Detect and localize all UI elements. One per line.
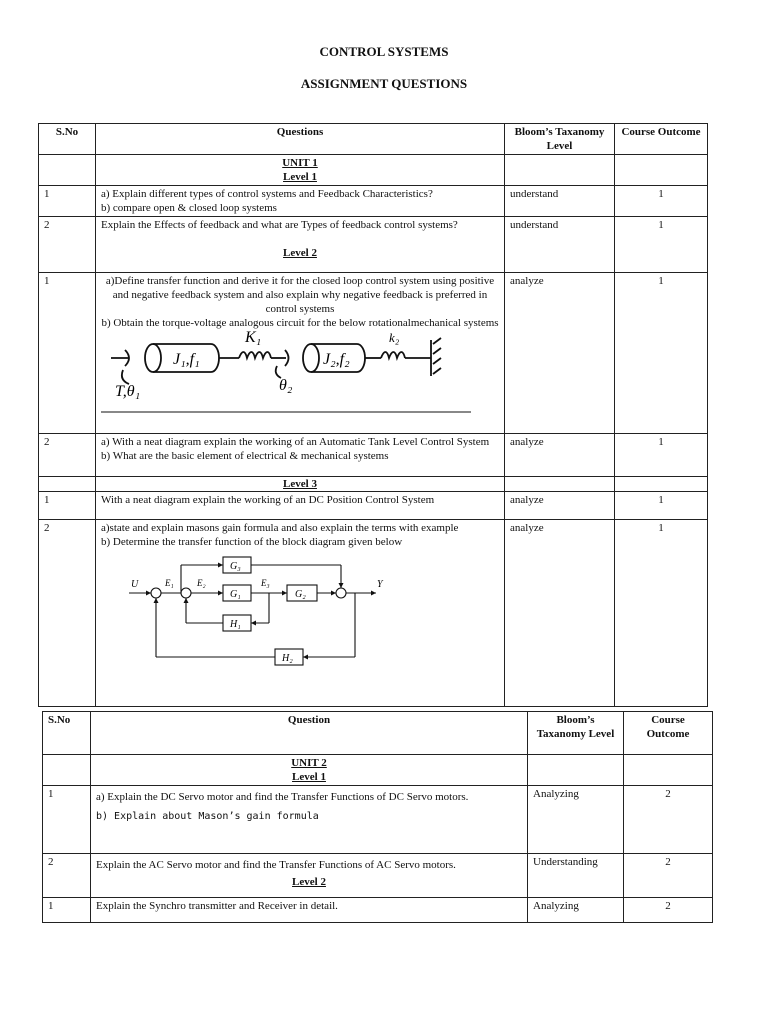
question-text: b) compare open & closed loop systems [101,202,277,214]
row-sno: 2 [39,217,96,273]
row-sno: 1 [43,786,91,854]
spring-label-2: k₂ [389,330,400,345]
e2-label: E₂ [197,578,206,588]
col-header-blooms: Bloom’s Taxanomy Level [505,124,615,155]
course-outcome: 1 [615,273,708,434]
table-row [39,520,708,707]
unit-title: UNIT 1 [282,157,318,169]
blooms-level: Analyzing [528,898,624,923]
level-title: Level 1 [292,771,326,783]
blooms-level: Understanding [528,854,624,898]
level-title: Level 3 [96,477,505,492]
document-subtitle: ASSIGNMENT QUESTIONS [300,76,468,91]
level-title: Level 1 [283,171,317,183]
col-header-sno: S.No [43,712,91,755]
question-text: Explain the Synchro transmitter and Receiver in detail. [91,898,528,923]
block-diagram [101,555,391,673]
blooms-level: understand [505,217,615,273]
course-outcome: 1 [615,186,708,217]
question-text: With a neat diagram explain the working of an DC Position Control System [96,492,505,520]
theta2-label: θ₂ [279,377,293,394]
question-text: a) With a neat diagram explain the working of an Automatic Tank Level Control System [101,436,490,448]
table-header-row [39,124,708,155]
table-row [39,217,708,273]
col-header-blooms: Bloom’s Taxanomy Level [528,712,624,755]
row-sno: 2 [43,854,91,898]
row-sno: 1 [43,898,91,923]
unit1-table [38,123,708,707]
row-sno: 1 [39,273,96,434]
question-text: b) Determine the transfer function of the block diagram given below [101,536,403,548]
table-row [39,492,708,520]
table-row [39,186,708,217]
table-row [39,434,708,477]
blooms-level: analyze [505,492,615,520]
e1-label: E₁ [165,578,174,588]
table-row [43,854,713,898]
g2-label: G₂ [295,589,306,600]
course-outcome: 1 [615,217,708,273]
row-sno: 2 [39,520,96,707]
blooms-level: understand [505,186,615,217]
col-header-questions: Questions [96,124,505,155]
inertia-label-2: J₂,f₂ [323,351,350,368]
level-heading-row [39,477,708,492]
inertia-label-1: J₁,f₁ [173,351,200,368]
question-text: a) Explain the DC Servo motor and find the Transfer Functions of DC Servo motors. [96,791,469,803]
g3-label: G₃ [230,561,241,572]
blooms-level: Analyzing [528,786,624,854]
h1-label: H₁ [230,619,241,630]
course-outcome: 2 [624,898,713,923]
col-header-outcome: Course Outcome [624,712,713,755]
document-title: CONTROL SYSTEMS [319,44,449,59]
question-text: a)Define transfer function and derive it for the closed loop control system using positive and negative feedback system and also explain why negative feedback is preferred in control systems [105,275,495,315]
course-outcome: 2 [624,786,713,854]
table-row [43,898,713,923]
blooms-level: analyze [505,273,615,434]
table-header-row [43,712,713,755]
question-text: b) Explain about Mason’s gain formula [96,811,319,822]
mechanical-system-diagram [101,330,496,416]
e3-label: E₃ [261,578,270,588]
row-sno: 1 [39,186,96,217]
unit-heading-row [39,155,708,186]
unit-title: UNIT 2 [291,757,327,769]
question-text: b) What are the basic element of electrical & mechanical systems [101,450,389,462]
question-text: Explain the Effects of feedback and what are Types of feedback control systems? [101,219,458,231]
table-row [43,786,713,854]
course-outcome: 1 [615,520,708,707]
question-text: b) Obtain the torque-voltage analogous circuit for the below rotationalmechanical systems [101,317,499,329]
question-text: Explain the AC Servo motor and find the Transfer Functions of AC Servo motors. [96,859,456,871]
level-title: Level 2 [283,247,317,259]
torque-label: T,θ₁ [115,383,141,400]
question-text: a)state and explain masons gain formula and also explain the terms with example [101,522,459,534]
unit2-table [42,711,713,923]
table-row [39,273,708,434]
question-text: a) Explain different types of control systems and Feedback Characteristics? [101,188,433,200]
unit-heading-row [43,755,713,786]
col-header-outcome: Course Outcome [615,124,708,155]
h2-label: H₂ [282,653,293,664]
output-label: Y [377,579,383,590]
level-title: Level 2 [292,876,326,888]
course-outcome: 1 [615,434,708,477]
g1-label: G₁ [230,589,241,600]
course-outcome: 2 [624,854,713,898]
row-sno: 1 [39,492,96,520]
input-label: U [131,579,139,590]
spring-label-1: K₁ [245,330,262,346]
col-header-sno: S.No [39,124,96,155]
row-sno: 2 [39,434,96,477]
col-header-question: Question [91,712,528,755]
course-outcome: 1 [615,492,708,520]
blooms-level: analyze [505,434,615,477]
blooms-level: analyze [505,520,615,707]
